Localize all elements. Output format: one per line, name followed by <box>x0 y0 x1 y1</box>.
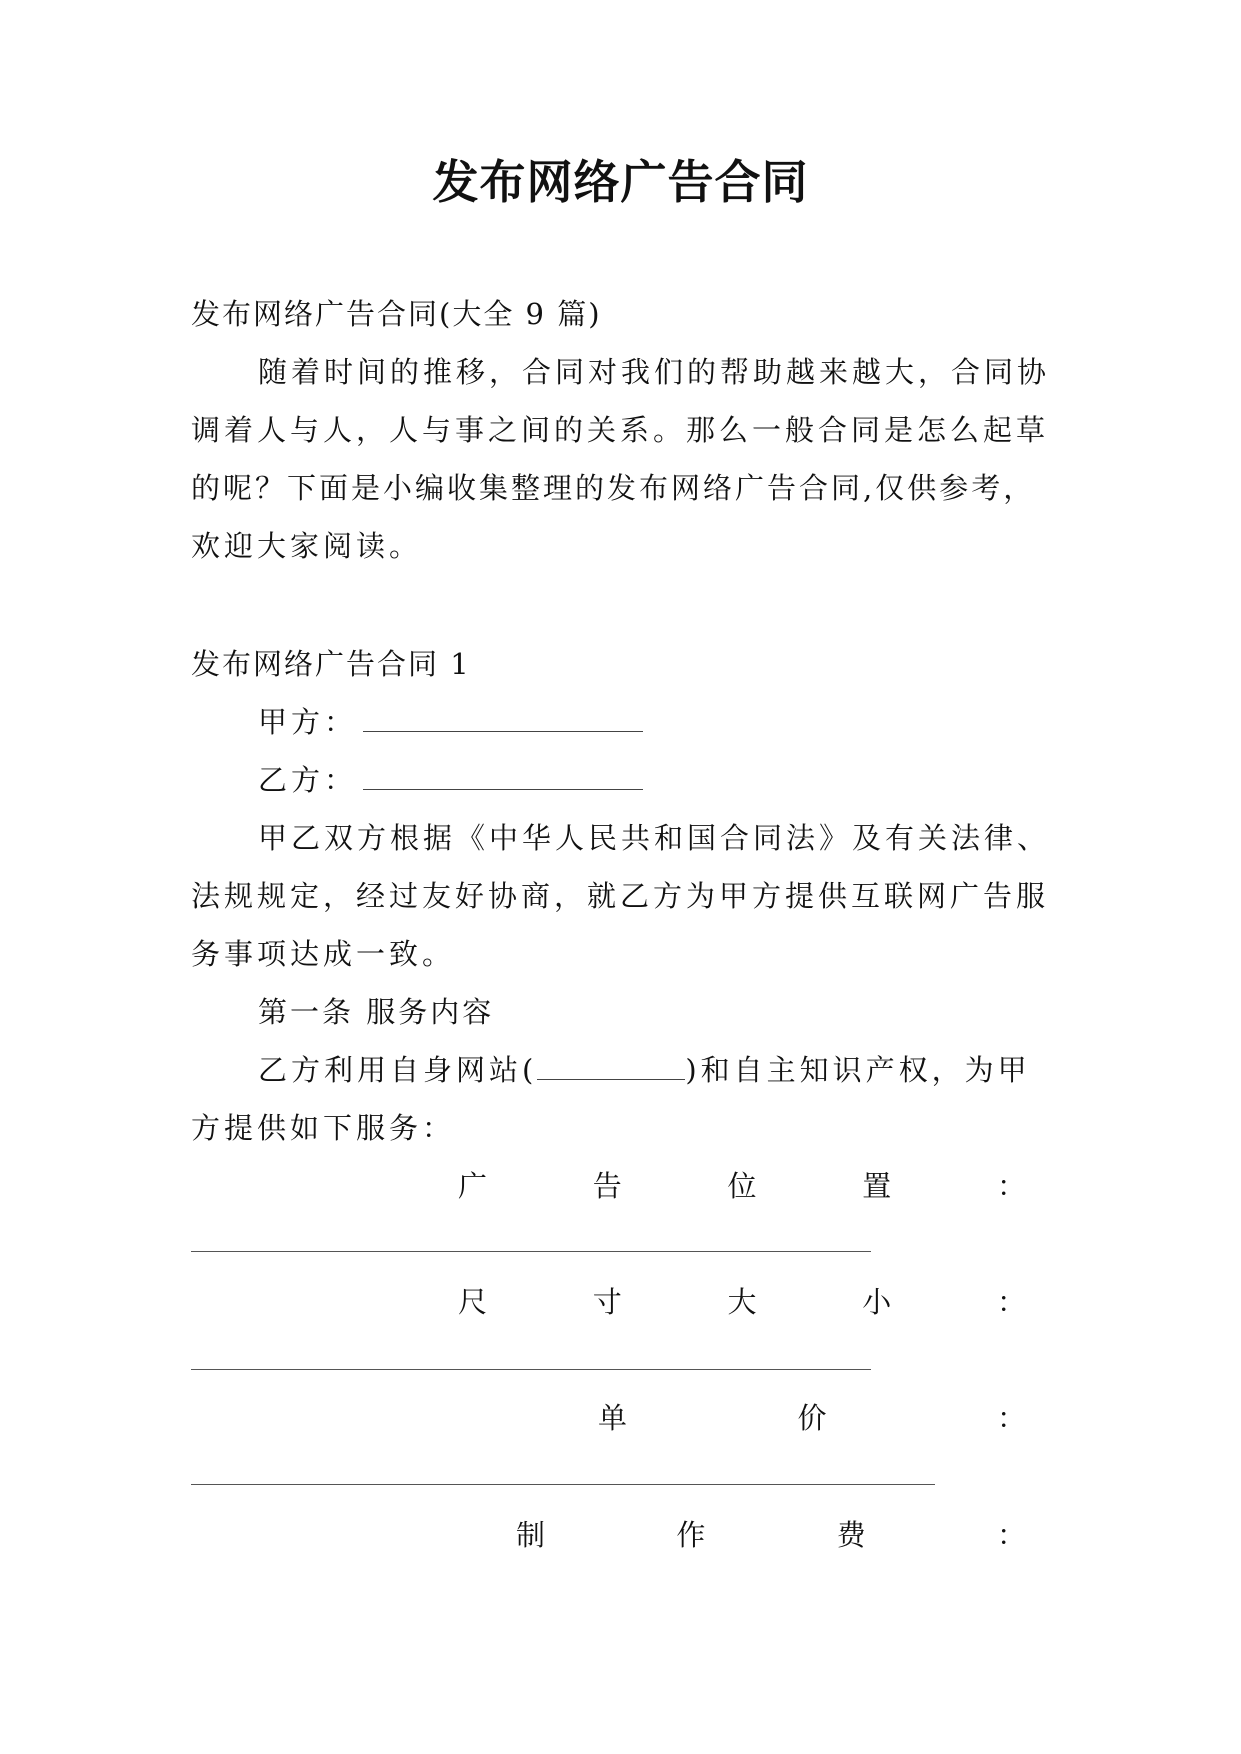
party-b-label: 乙方： <box>258 763 358 797</box>
size-blank <box>191 1369 871 1370</box>
website-blank <box>537 1053 685 1080</box>
ad-position-char: 告 <box>592 1169 622 1203</box>
party-a-blank <box>363 705 643 732</box>
section-heading: 发布网络广告合同 1 <box>191 647 471 681</box>
production-fee-colon: ： <box>996 1518 1026 1552</box>
party-a-row <box>258 702 643 742</box>
intro-line-3: 的呢？下面是小编收集整理的发布网络广告合同,仅供参考， <box>191 471 1036 505</box>
preamble-line-2: 法规规定，经过友好协商，就乙方为甲方提供互联网广告服 <box>191 879 1050 913</box>
ad-position-label <box>458 1166 1026 1206</box>
document-subtitle: 发布网络广告合同(大全 9 篇) <box>191 297 602 331</box>
production-fee-char: 制 <box>516 1518 546 1552</box>
ad-position-char: 广 <box>458 1169 488 1203</box>
production-fee-label <box>516 1515 1026 1555</box>
ad-position-char: 置 <box>862 1169 892 1203</box>
article1-line-2: 方提供如下服务： <box>191 1111 456 1145</box>
size-colon: ： <box>996 1285 1026 1319</box>
intro-line-2: 调着人与人，人与事之间的关系。那么一般合同是怎么起草 <box>191 413 1050 447</box>
unit-price-colon: ： <box>996 1401 1026 1435</box>
unit-price-label <box>598 1398 1026 1438</box>
party-a-label: 甲方： <box>258 705 358 739</box>
party-b-blank <box>363 763 643 790</box>
ad-position-char: 位 <box>727 1169 757 1203</box>
ad-position-blank <box>191 1251 871 1252</box>
article1-text-after: )和自主知识产权，为甲 <box>685 1053 1031 1087</box>
article1-heading: 第一条 服务内容 <box>258 995 495 1029</box>
size-char: 尺 <box>458 1285 488 1319</box>
unit-price-blank <box>191 1484 935 1485</box>
ad-position-colon: ： <box>996 1169 1026 1203</box>
intro-line-1: 随着时间的推移，合同对我们的帮助越来越大，合同协 <box>258 355 1051 389</box>
unit-price-char: 价 <box>797 1401 827 1435</box>
size-label <box>458 1282 1026 1322</box>
document-title: 发布网络广告合同 <box>432 155 809 209</box>
production-fee-char: 费 <box>836 1518 866 1552</box>
size-char: 寸 <box>592 1285 622 1319</box>
article1-text-before: 乙方利用自身网站( <box>258 1053 538 1087</box>
preamble-line-1: 甲乙双方根据《中华人民共和国合同法》及有关法律、 <box>258 821 1051 855</box>
unit-price-char: 单 <box>598 1401 628 1435</box>
party-b-row <box>258 760 643 800</box>
intro-line-4: 欢迎大家阅读。 <box>191 529 423 563</box>
production-fee-char: 作 <box>676 1518 706 1552</box>
size-char: 小 <box>862 1285 892 1319</box>
preamble-line-3: 务事项达成一致。 <box>191 937 456 971</box>
size-char: 大 <box>727 1285 757 1319</box>
article1-line-1 <box>258 1050 1031 1090</box>
